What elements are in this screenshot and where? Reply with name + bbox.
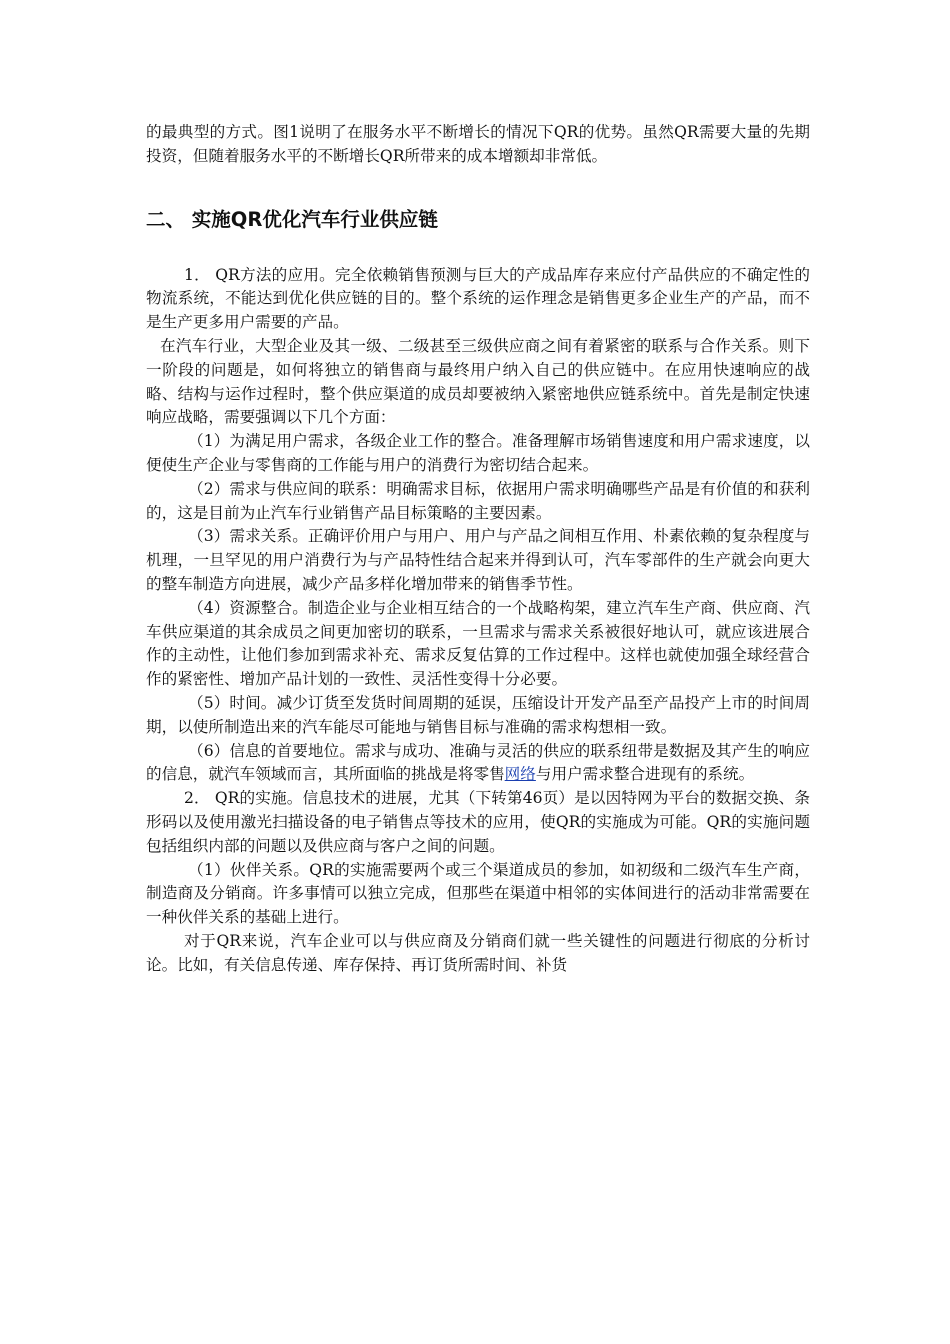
section-heading: 二、 实施QR优化汽车行业供应链 [146,207,438,231]
item-6-text-before: （6）信息的首要地位。需求与成功、准确与灵活的供应的联系纽带是数据及其产生的响应的信息，就汽车领域而言，其所面临的挑战是将零售 [146,741,810,784]
paragraph-item-1: （1）为满足用户需求，各级企业工作的整合。准备理解市场销售速度和用户需求速度，以便使生产企业与零售商的工作能与用户的消费行为密切结合起来。 [146,432,810,474]
paragraph-item-5: （5）时间。减少订货至发货时间周期的延误，压缩设计开发产品至产品投产上市的时间周期，以使所制造出来的汽车能尽可能地与销售目标与准确的需求构想相一致。 [146,693,810,736]
paragraph-for-qr: 对于QR来说，汽车企业可以与供应商及分销商们就一些关键性的问题进行彻底的分析讨论。比如，有关信息传递、库存保持、再订货所需时间、补货 [146,931,810,974]
paragraph-qr-application: 1． QR方法的应用。完全依赖销售预测与巨大的产成品库存来应付产品供应的不确定性的物流系统，不能达到优化供应链的目的。整个系统的运作理念是销售更多企业生产的产品，而不是生产更多用户需要的产品。 [146,265,810,332]
network-link[interactable]: 网络 [504,765,536,784]
document-page [146,121,810,978]
paragraph-qr-implementation: 2． QR的实施。信息技术的进展，尤其（下转第46页）是以因特网为平台的数据交换、条形码以及使用激光扫描设备的电子销售点等技术的应用，使QR的实施成为可能。QR的实施问题包括组织内部的问题以及供应商与客户之间的问题。 [146,789,810,855]
paragraph-item-4: （4）资源整合。制造企业与企业相互结合的一个战略构架，建立汽车生产商、供应商、汽车供应渠道的其余成员之间更加密切的联系，一旦需求与需求关系被很好地认可，就应该进展合作的主动性，让他们参加到需求补充、需求反复估算的工作过程中。这样也就使加强全球经营合作的紧密性、增加产品计划的一致性、灵活性变得十分必要。 [146,598,810,689]
intro-paragraph: 的最典型的方式。图1说明了在服务水平不断增长的情况下QR的优势。虽然QR需要大量的先期投资，但随着服务水平的不断增长QR所带来的成本增额却非常低。 [146,123,810,165]
paragraph-item-6 [146,740,810,788]
item-6-text-after: 与用户需求整合进现有的系统。 [535,765,755,784]
paragraph-item-2: （2）需求与供应间的联系：明确需求目标，依据用户需求明确哪些产品是有价值的和获利的，这是目前为止汽车行业销售产品目标策略的主要因素。 [146,479,810,522]
paragraph-auto-industry: 在汽车行业，大型企业及其一级、二级甚至三级供应商之间有着紧密的联系与合作关系。则下一阶段的问题是，如何将独立的销售商与最终用户纳入自己的供应链中。在应用快速响应的战略、结构与运作过程时，整个供应渠道的成员却要被纳入紧密地供应链系统中。首先是制定快速响应战略，需要强调以下几个方面： [146,336,810,427]
paragraph-item-3: （3）需求关系。正确评价用户与用户、用户与产品之间相互作用、朴素依赖的复杂程度与机理，一旦罕见的用户消费行为与产品特性结合起来并得到认可，汽车零部件的生产就会向更大的整车制造方向进展，减少产品多样化增加带来的销售季节性。 [146,527,810,593]
paragraph-partnership: （1）伙伴关系。QR的实施需要两个或三个渠道成员的参加，如初级和二级汽车生产商，制造商及分销商。许多事情可以独立完成，但那些在渠道中相邻的实体间进行的活动非常需要在一种伙伴关系的基础上进行。 [146,860,810,927]
